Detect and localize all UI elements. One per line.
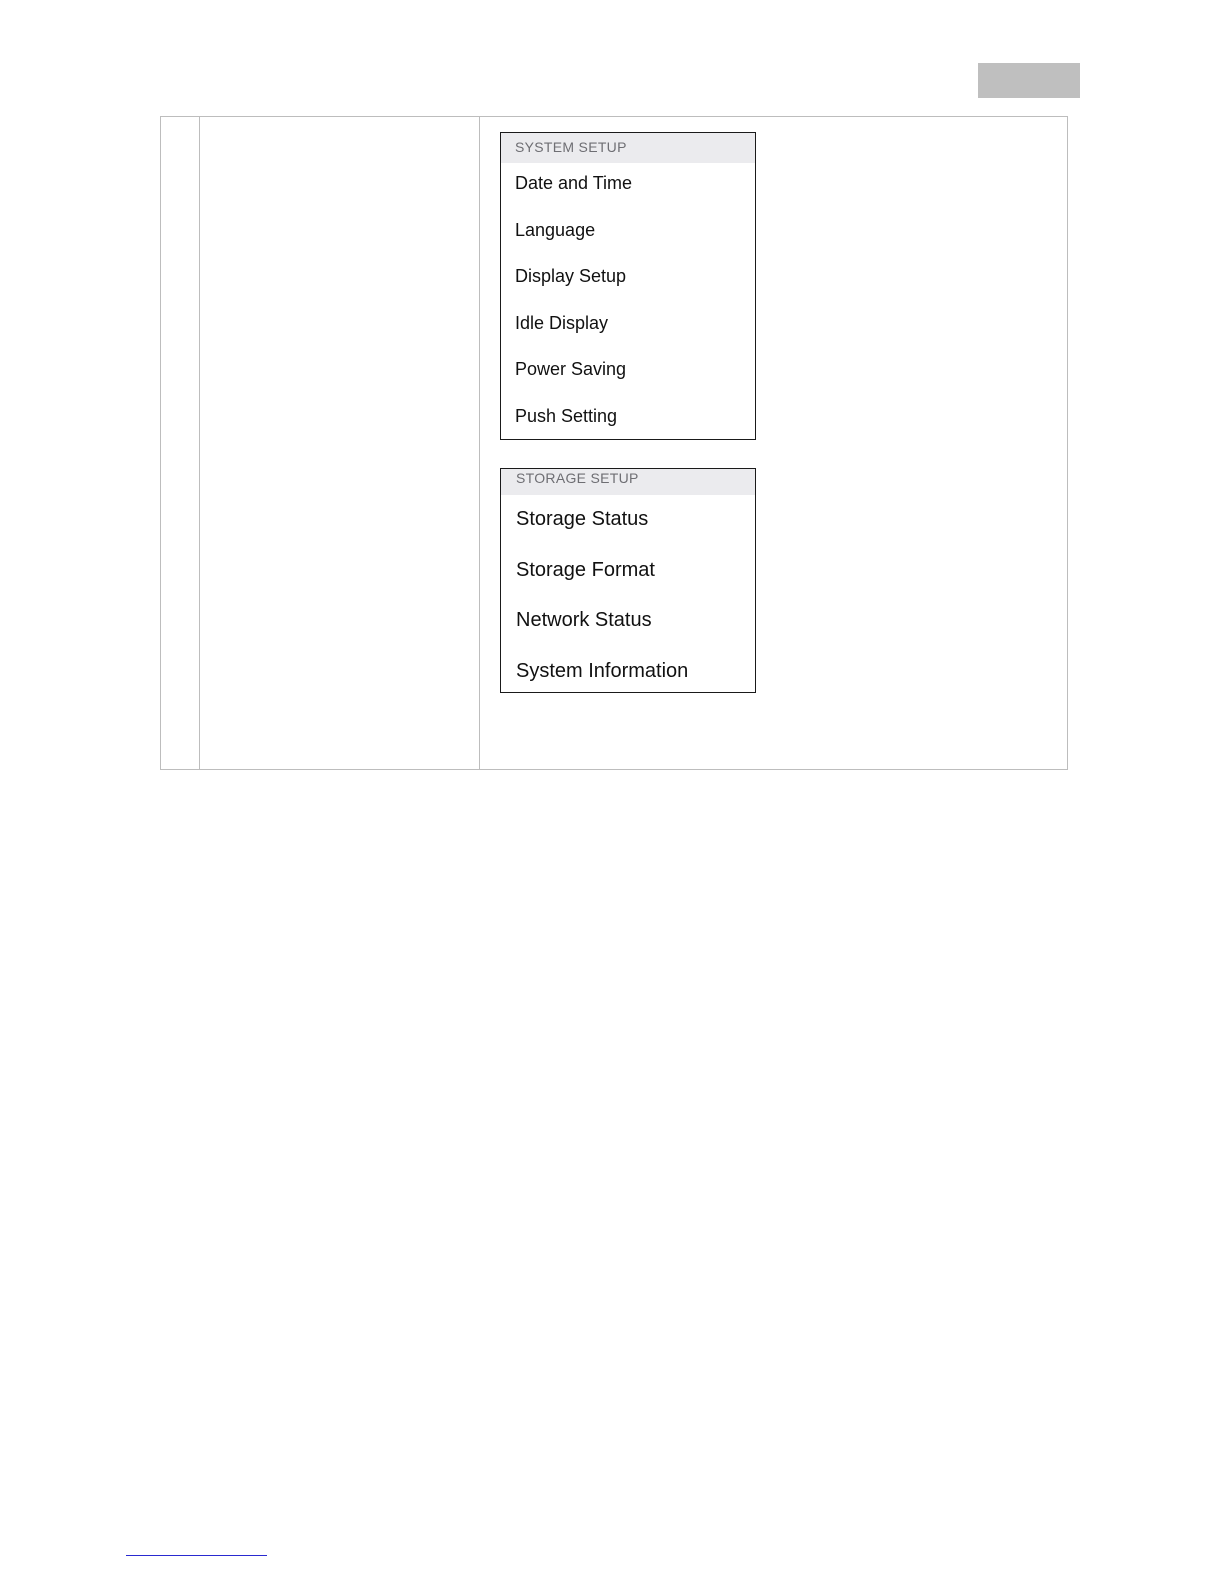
menu-item-push-setting[interactable]: Push Setting [515, 406, 618, 426]
menu-item-display-setup[interactable]: Display Setup [515, 266, 627, 286]
menu-item-power-saving[interactable]: Power Saving [515, 359, 627, 379]
system-setup-menu [500, 132, 756, 440]
menu-item-date-and-time[interactable]: Date and Time [515, 173, 633, 193]
storage-setup-header: STORAGE SETUP [501, 469, 755, 495]
menu-item-storage-format[interactable]: Storage Format [516, 559, 655, 581]
page-header-tab [978, 63, 1080, 98]
table-column-divider [199, 117, 200, 769]
table-column-divider [479, 117, 480, 769]
menu-item-storage-status[interactable]: Storage Status [516, 508, 649, 530]
system-setup-header: SYSTEM SETUP [501, 133, 755, 163]
menu-item-idle-display[interactable]: Idle Display [515, 313, 609, 333]
menu-item-network-status[interactable]: Network Status [516, 609, 652, 631]
storage-setup-menu [500, 468, 756, 693]
footer-link-underline[interactable] [126, 1555, 267, 1556]
menu-item-system-information[interactable]: System Information [516, 660, 689, 682]
menu-item-language[interactable]: Language [515, 220, 596, 240]
